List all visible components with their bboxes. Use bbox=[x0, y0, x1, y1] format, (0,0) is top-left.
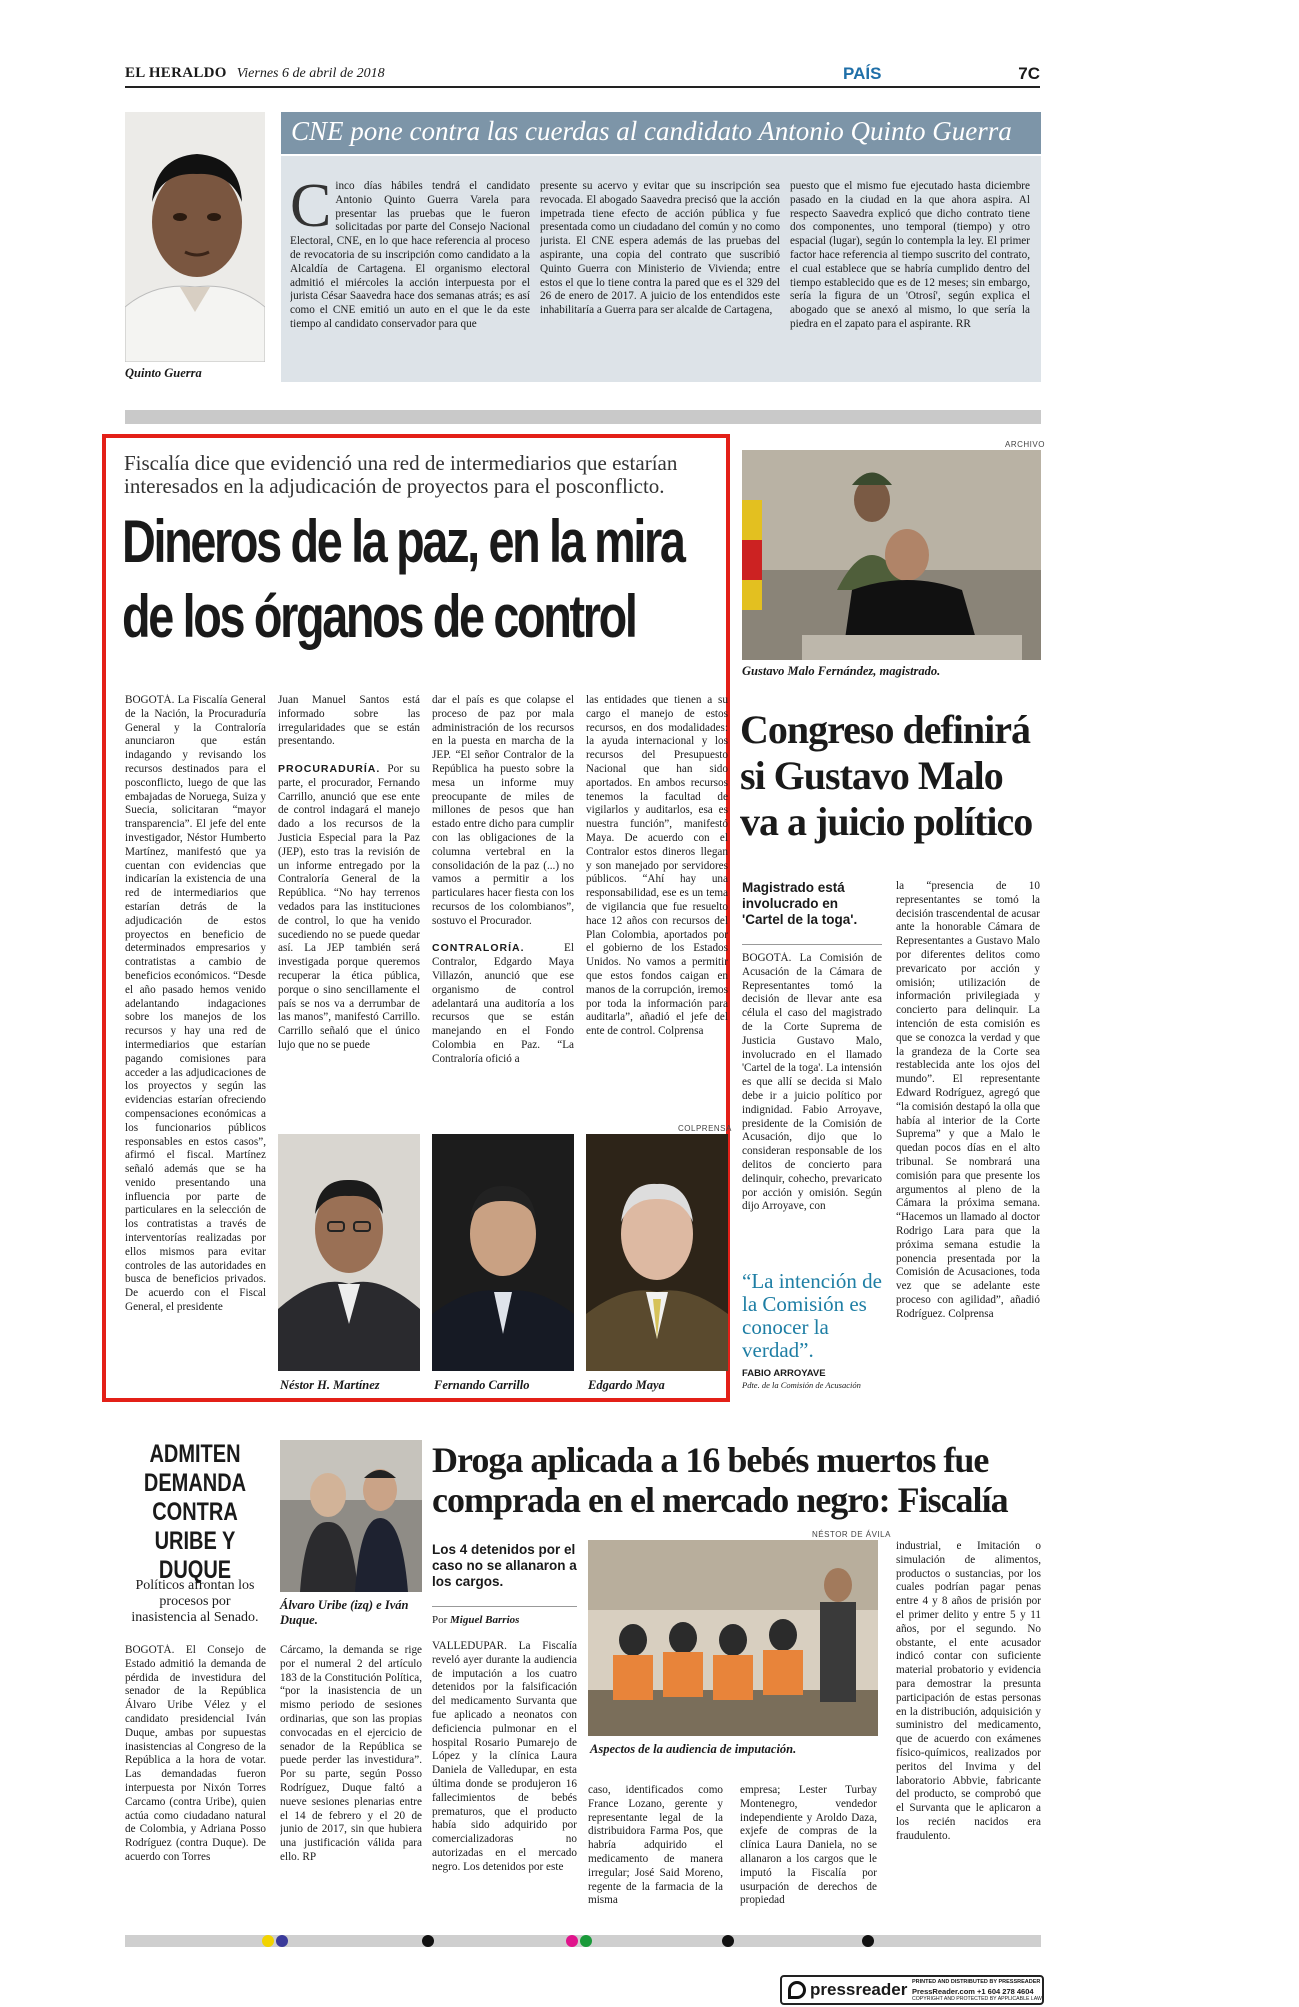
newspaper-brand: EL HERALDO bbox=[125, 65, 227, 81]
malo-col-2: la “presencia de 10 representantes se tomó la decisión trascendental de acusar ante la honorable Cámara de Representantes a Gustavo Malo por diferentes delitos como prevaricato por acción y omisión; utilización de información privilegiada y concierto para delinquir. La intención de esta comisión es que se conozca la verdad y que la grandeza de la Corte sea restablecida ante los ojos del mundo”. El representante Edward Rodríguez, agregó que “la comisión destapó la olla que había al interior de la Corte Suprema” y que a Malo le quedan pocos días en el alto tribunal. Se nombrará una comisión para que presente los argumentos al pleno de la Cámara la próxima semana. “Hacemos un llamado al doctor Rodrigo Lara para que la próxima semana estudie la ponencia presentada por la Comisión de Acusaciones, toda vez que se adelante este proceso con agilidad”, añadió Rodríguez. Colprensa bbox=[896, 880, 1040, 1320]
section-divider bbox=[125, 410, 1041, 424]
page-header bbox=[125, 64, 1040, 88]
main-col2a-text: Juan Manuel Santos está informado sobre las irregularidades que se están presentando. bbox=[278, 694, 420, 748]
quinto-guerra-photo bbox=[125, 112, 265, 362]
byline-prefix: Por bbox=[432, 1614, 448, 1626]
registration-dot-black bbox=[422, 1935, 434, 1947]
malo-photo bbox=[742, 450, 1041, 660]
malo-subhead: Magistrado está involucrado en 'Cartel de la toga'. bbox=[742, 880, 858, 927]
pressreader-line-2: PressReader.com +1 604 278 4604 bbox=[912, 1987, 1034, 1996]
main-col-1: BOGOTÁ. La Fiscalía General de la Nación, la Procuraduría General y la Contraloría anunciaron que están indagando y revisando los recursos destinados para el posconflicto, luego de que las embajadas de Noruega, Suiza y Suecia, solicitaran “mayor transparencia”. El jefe del ente investigador, Néstor Humberto Martínez, manifestó que ya cuentan con evidencias que indicarían la existencia de una red de intermediarios que estarían detrás de la adjudicación de estos proyectos en beneficio de determinados empresarios y contratistas a cambio de beneficios económicos. “Desde el año pasado hemos venido adelantando indagaciones sobre los manejos de los recursos y hay una red de intermediarios que estarían pagando comisiones para acceder a las adjudicaciones de los proyectos y según las evidencias estarían ofreciendo compensaciones económicas a los funcionarios públicos responsables en estos casos”, afirmó el fiscal. Martínez señaló además que se ha venido presentando una influencia por parte de particulares en la selección de los contratistas a través de interventorías realizadas por ellos mismos para evitar controles de las autoridades en busca de beneficios privados. De acuerdo con el Fiscal General, el presidente bbox=[125, 694, 266, 1314]
photo-credit-archivo: ARCHIVO bbox=[1005, 440, 1045, 449]
drug-byline bbox=[432, 1614, 519, 1626]
pull-quote: “La intención de la Comisión es conocer la verdad”. bbox=[742, 1269, 882, 1362]
malo-sub-rule bbox=[742, 944, 882, 945]
drug-col-2: caso, identificados como France Lozano, gerente y representante legal de la distribuidora Farma Pos, que habría adquirido el medicamento de manera irregular; José Said Moreno, regente de la farmacia de la misma bbox=[588, 1784, 723, 1907]
main-headline-line-2: de los órganos de control bbox=[122, 583, 636, 650]
pressreader-line-1: PRINTED AND DISTRIBUTED BY PRESSREADER bbox=[912, 1979, 1041, 1985]
issue-date: Viernes 6 de abril de 2018 bbox=[236, 66, 385, 81]
main-col-3 bbox=[432, 694, 574, 1134]
top-story-banner: CNE pone contra las cuerdas al candidato Antonio Quinto Guerra bbox=[281, 112, 1041, 154]
uribe-headline: ADMITEN DEMANDA CONTRA URIBE Y DUQUE bbox=[143, 1440, 247, 1584]
malo-headline: Congreso definirá si Gustavo Malo va a juicio político bbox=[740, 707, 1033, 844]
malo-col-1: BOGOTÁ. La Comisión de Acusación de la Cámara de Representantes tomó la decisión de llevar ante esa célula el caso del magistrado de la Corte Suprema de Justicia Gustavo Malo, involucrado en el llamado 'Cartel de la toga'. La intensión es que allí se decida si Malo debe ir a juicio político por indignidad. Fabio Arroyave, presidente de la Comisión de Acusación, dijo que lo consideran responsable de los delitos de concierto para delinquir, cohecho, prevaricato por acción y omisión. Según dijo Arroyave, con bbox=[742, 952, 882, 1213]
procuraduria-subhead: PROCURADURÍA. bbox=[278, 762, 381, 775]
uribe-col-2: Cárcamo, la demanda se rige por el numeral 2 del artículo 183 de la Constitución Política, “por la inasistencia de un mismo periodo de sesiones ordinarias, que son las propias convocadas en el ejercicio de senador de la República se puede perder las investidura”. Por su parte, según Posso Rodríguez, Duque faltó a nueve sesiones plenarias entre el 14 de febrero y el 20 de junio de 2017, sin que hubiera una justificación válida para ello. RP bbox=[280, 1644, 422, 1863]
drug-col-3: empresa; Lester Turbay Montenegro, vendedor independiente y Aroldo Daza, exjefe de compras de la clínica Laura Daniela, no se allanaron a los cargos que le imputó la Fiscalía por usurpación de derechos de propiedad bbox=[740, 1784, 877, 1907]
section-label: PAÍS bbox=[843, 64, 882, 83]
registration-dot-blue bbox=[276, 1935, 288, 1947]
top-story-col-2: presente su acervo y evitar que su inscripción sea revocada. El abogado Saavedra precisó que la acción impetrada tiene efecto de acción pública y fue presentada como un ciudadano del común y no como jurista. El CNE espera además de las pruebas del aspirante, una copia del contrato que suscribió Quinto Guerra con Ministerio de Vivienda; entre estos el que lo tiene contra la pared que es el 329 del 26 de enero de 2017. A juicio de los entendidos este inhabilitaría a Guerra para ser alcalde de Cartagena, bbox=[540, 180, 780, 317]
maya-photo bbox=[586, 1134, 728, 1371]
top-story-col-3: puesto que el mismo fue ejecutado hasta diciembre pasado en la ciudad en la que ahora aspira. Al respecto Saavedra explicó que dicho contrato tiene dos componentes, uno temporal (tiempo) y otro espacial (lugar), según lo contempla la ley. El primer factor hace referencia al tiempo suscrito del contrato, el cual establece que se habría cumplido dentro del tiempo establecido que es de 12 meses; sin embargo, sería la figura de un 'Otrosí', según explica el abogado que se anexó al mismo, lo que sería la piedra en el zapato para el aspirante. RR bbox=[790, 180, 1030, 330]
photo-credit-colprensa: COLPRENSA bbox=[678, 1124, 732, 1133]
drug-headline: Droga aplicada a 16 bebés muertos fue comprada en el mercado negro: Fiscalía bbox=[432, 1440, 1008, 1520]
main-col-2 bbox=[278, 694, 420, 1134]
quote-role: Pdte. de la Comisión de Acusación bbox=[742, 1380, 861, 1390]
dropcap: C bbox=[290, 180, 332, 240]
byline-name: Miguel Barrios bbox=[450, 1614, 520, 1626]
portrait-illustration bbox=[125, 112, 265, 362]
malo-caption: Gustavo Malo Fernández, magistrado. bbox=[742, 664, 941, 678]
main-col3b-text: El Contralor, Edgardo Maya Villazón, anunció que ese organismo de control adelantará una auditoría a los recursos que se están manejando en el Fondo Colombia en Paz. “La Contraloría ofició a bbox=[432, 942, 574, 1065]
uribe-subhead: Políticos afrontan los procesos por inasistencia al Senado. bbox=[131, 1578, 259, 1625]
carrillo-photo bbox=[432, 1134, 574, 1371]
caption-carrillo: Fernando Carrillo bbox=[434, 1378, 530, 1392]
drug-col-1: VALLEDUPAR. La Fiscalía reveló ayer durante la audiencia de imputación a los cuatro detenidos por la falsificación del medicamento Survanta que fue aplicado a neonatos con deficiencia pulmonar en el hospital Rosario Pumarejo de López y la clínica Laura Daniela de Valledupar, en esta última donde se produjeron 16 fallecimientos de bebés prematuros, que el producto había sido adquirido por comercializadoras no autorizadas en el mercado negro. Los detenidos por este bbox=[432, 1640, 577, 1873]
top-photo-caption: Quinto Guerra bbox=[125, 366, 202, 380]
main-headline-line-1: Dineros de la paz, en la mira bbox=[122, 508, 684, 575]
registration-dot-black-2 bbox=[722, 1935, 734, 1947]
hearing-photo bbox=[588, 1540, 878, 1736]
main-col-4: las entidades que tienen a su cargo el manejo de estos recursos, en dos modalidades: la ayuda internacional y los recursos del Presupuesto Nacional que han sido aportados. En ambos recursos tenemos la facultad de vigilarlos y auditarlos, esa es nuestra función”, manifestó Maya. De acuerdo con el Contralor estos dineros llegan y son manejado por servidores públicos. “Ahí hay una responsabilidad, ese es un tema de vigilancia que fue resuelto hace 12 años con recursos del Plan Colombia, aportados por el gobierno de los Estados Unidos. No vamos a permitir que estos fondos caigan en manos de la corrupción, iremos por toda la información para auditarla”, añadió el jefe del ente de control. Colprensa bbox=[586, 694, 728, 1038]
main-col3a-text: dar el país es que colapse el proceso de paz por mala administración de los recursos en la puesta en marcha de la JEP. “El señor Contralor de la República ha puesto sobre la mesa un informe muy preocupante de miles de millones de pesos que han estado entre dicho para cumplir con las obligaciones de la columna vertebral en la consolidación de la paz (...) no vamos a permitir a los particulares hacer fiesta con los recursos de los colombianos”, sostuvo el Procurador. bbox=[432, 694, 574, 927]
caption-martinez: Néstor H. Martínez bbox=[280, 1378, 380, 1392]
main-kicker: Fiscalía dice que evidenció una red de intermediarios que estarían interesados en la adjudicación de proyectos para el posconflicto. bbox=[124, 451, 678, 498]
pressreader-logo-icon bbox=[788, 1981, 806, 1999]
quote-author: FABIO ARROYAVE bbox=[742, 1368, 826, 1379]
uribe-col-1: BOGOTÁ. El Consejo de Estado admitió la demanda de pérdida de investidura del senador de la República Álvaro Uribe Vélez y el candidato presidencial Iván Duque, ambas por supuestas inasistencias al Congreso de la República a la hora de votar. Las demandadas fueron interpuesta por Nixón Torres Carcamo (contra Uribe), quien actúa como ciudadano natural de Colombia, y Adriana Posso Rodríguez (contra Duque). De acuerdo con Torres bbox=[125, 1644, 266, 1863]
uribe-caption: Álvaro Uribe (izq) e Iván Duque. bbox=[280, 1598, 409, 1627]
caption-maya: Edgardo Maya bbox=[588, 1378, 665, 1392]
drug-sub-rule bbox=[432, 1606, 577, 1607]
registration-dot-green bbox=[580, 1935, 592, 1947]
drug-col-4: industrial, e Imitación o simulación de alimentos, productos o sustancias, por los cuales podrían pagar penas entre 4 y 8 años de prisión por el primer delito y entre 5 y 11 años, por el segundo. No obstante, el ente acusador indicó contar con suficiente material probatorio y evidencia para demostrar la presunta participación de estas personas en la distribución, adquisición y suministro del medicamento, que de acuerdo con exámenes físico-químicos, realizados por peritos del Invima y del laboratorio Abbvie, fabricante del producto, se comprobó que el Survanta que le aplicaron a los recién nacidos era fraudulento. bbox=[896, 1540, 1041, 1842]
main-col2b-text: Por su parte, el procurador, Fernando Carrillo, anunció que ese ente de control indagará el manejo dado a los recursos de la Justicia Especial para la Paz (JEP), esto tras la revisión de un informe entregado por la Contraloría General de la República. “No hay terrenos vedados para las instituciones de control, lo que ha venido sucediendo no se puede quedar así. La JEP también será investigada porque queremos recuperar la ética pública, porque o sino sencillamente el país se nos va a derrumbar de las manos”, manifestó Carrillo. Carrillo señaló que el único lujo que no se puede bbox=[278, 762, 420, 1051]
drug-subhead: Los 4 detenidos por el caso no se allanaron a los cargos. bbox=[432, 1542, 577, 1589]
top-story-col-1 bbox=[290, 180, 530, 372]
martinez-photo bbox=[278, 1134, 420, 1371]
pressreader-badge[interactable] bbox=[780, 1975, 1044, 2005]
hearing-caption: Aspectos de la audiencia de imputación. bbox=[590, 1742, 797, 1756]
contraloria-subhead: CONTRALORÍA. bbox=[432, 942, 525, 955]
top-col1-text: inco días hábiles tendrá el candidato Antonio Quinto Guerra Varela para presentar las pruebas que le fueron solicitadas por parte del Consejo Nacional Electoral, CNE, en lo que hace referencia al proceso de revocatoria de su inscripción como candidato a la Alcaldía de Cartagena. El organismo electoral admitió el miércoles la acción interpuesta por el jurista César Saavedra hace dos semanas atrás; es así como el CNE emitió un auto en el que le da este tiempo al candidato conservador para que bbox=[290, 180, 530, 330]
pressreader-wordmark: pressreader bbox=[810, 1980, 908, 1999]
registration-dot-magenta bbox=[566, 1935, 578, 1947]
pressreader-line-3: COPYRIGHT AND PROTECTED BY APPLICABLE LAW bbox=[912, 1996, 1042, 2002]
registration-dot-yellow bbox=[262, 1935, 274, 1947]
page-number: 7C bbox=[1018, 64, 1040, 83]
uribe-duque-photo bbox=[280, 1440, 422, 1592]
registration-dot-black-3 bbox=[862, 1935, 874, 1947]
photo-credit-avila: NÉSTOR DE ÁVILA bbox=[812, 1530, 891, 1539]
